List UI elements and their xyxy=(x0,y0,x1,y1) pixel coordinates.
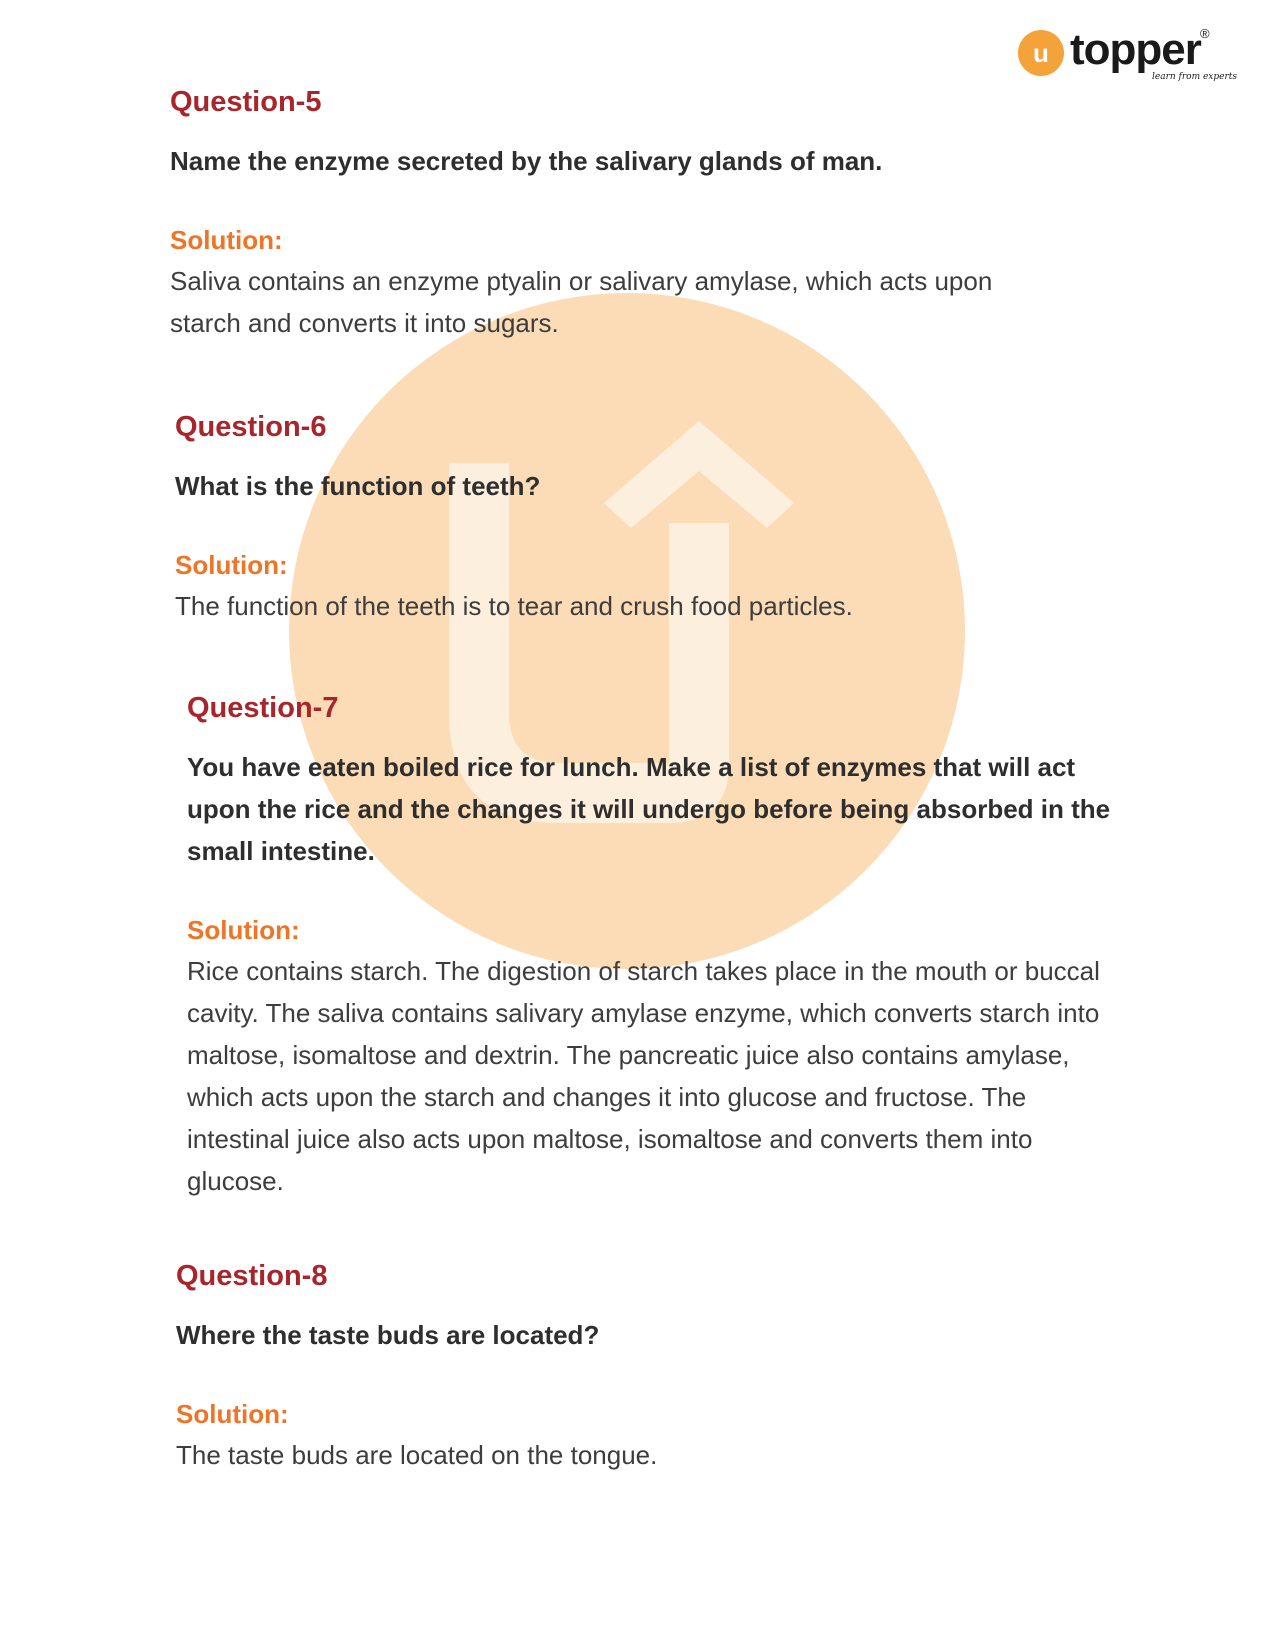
brand-logo xyxy=(1018,25,1238,90)
solution-label: Solution: xyxy=(175,550,288,580)
question-block xyxy=(175,409,1135,627)
question-block xyxy=(170,84,1130,344)
question-block xyxy=(176,1258,1136,1476)
logo-wordmark: topper xyxy=(1070,25,1201,74)
question-block xyxy=(187,690,1117,1202)
solution-text: Saliva contains an enzyme ptyalin or salivary amylase, which acts upon starch and converts it into sugars. xyxy=(170,266,993,338)
registered-mark: ® xyxy=(1200,26,1210,41)
solution-text: The taste buds are located on the tongue. xyxy=(176,1440,658,1470)
question-text: Name the enzyme secreted by the salivary glands of man. xyxy=(170,146,883,176)
question-title: Question-7 xyxy=(187,692,339,724)
question-text: What is the function of teeth? xyxy=(175,471,541,501)
solution-text: The function of the teeth is to tear and crush food particles. xyxy=(175,591,853,621)
question-text: Where the taste buds are located? xyxy=(176,1320,600,1350)
solution-label: Solution: xyxy=(170,225,283,255)
question-text: You have eaten boiled rice for lunch. Make a list of enzymes that will act upon the rice and the changes it will undergo before being absorbed in the small intestine. xyxy=(187,752,1111,866)
question-title: Question-5 xyxy=(170,86,322,118)
solution-text: Rice contains starch. The digestion of starch takes place in the mouth or buccal cavity. The saliva contains salivary amylase enzyme, which converts starch into maltose, isomaltose and dextrin. The pancreatic juice also contains amylase, which acts upon the starch and changes it into glucose and fructose. The intestinal juice also acts upon maltose, isomaltose and converts them into glucose. xyxy=(187,956,1100,1196)
question-title: Question-6 xyxy=(175,411,327,443)
logo-badge-icon: u xyxy=(1018,30,1064,76)
question-title: Question-8 xyxy=(176,1260,328,1292)
solution-label: Solution: xyxy=(187,915,300,945)
logo-tagline: learn from experts xyxy=(1152,72,1238,82)
solution-label: Solution: xyxy=(176,1399,289,1429)
